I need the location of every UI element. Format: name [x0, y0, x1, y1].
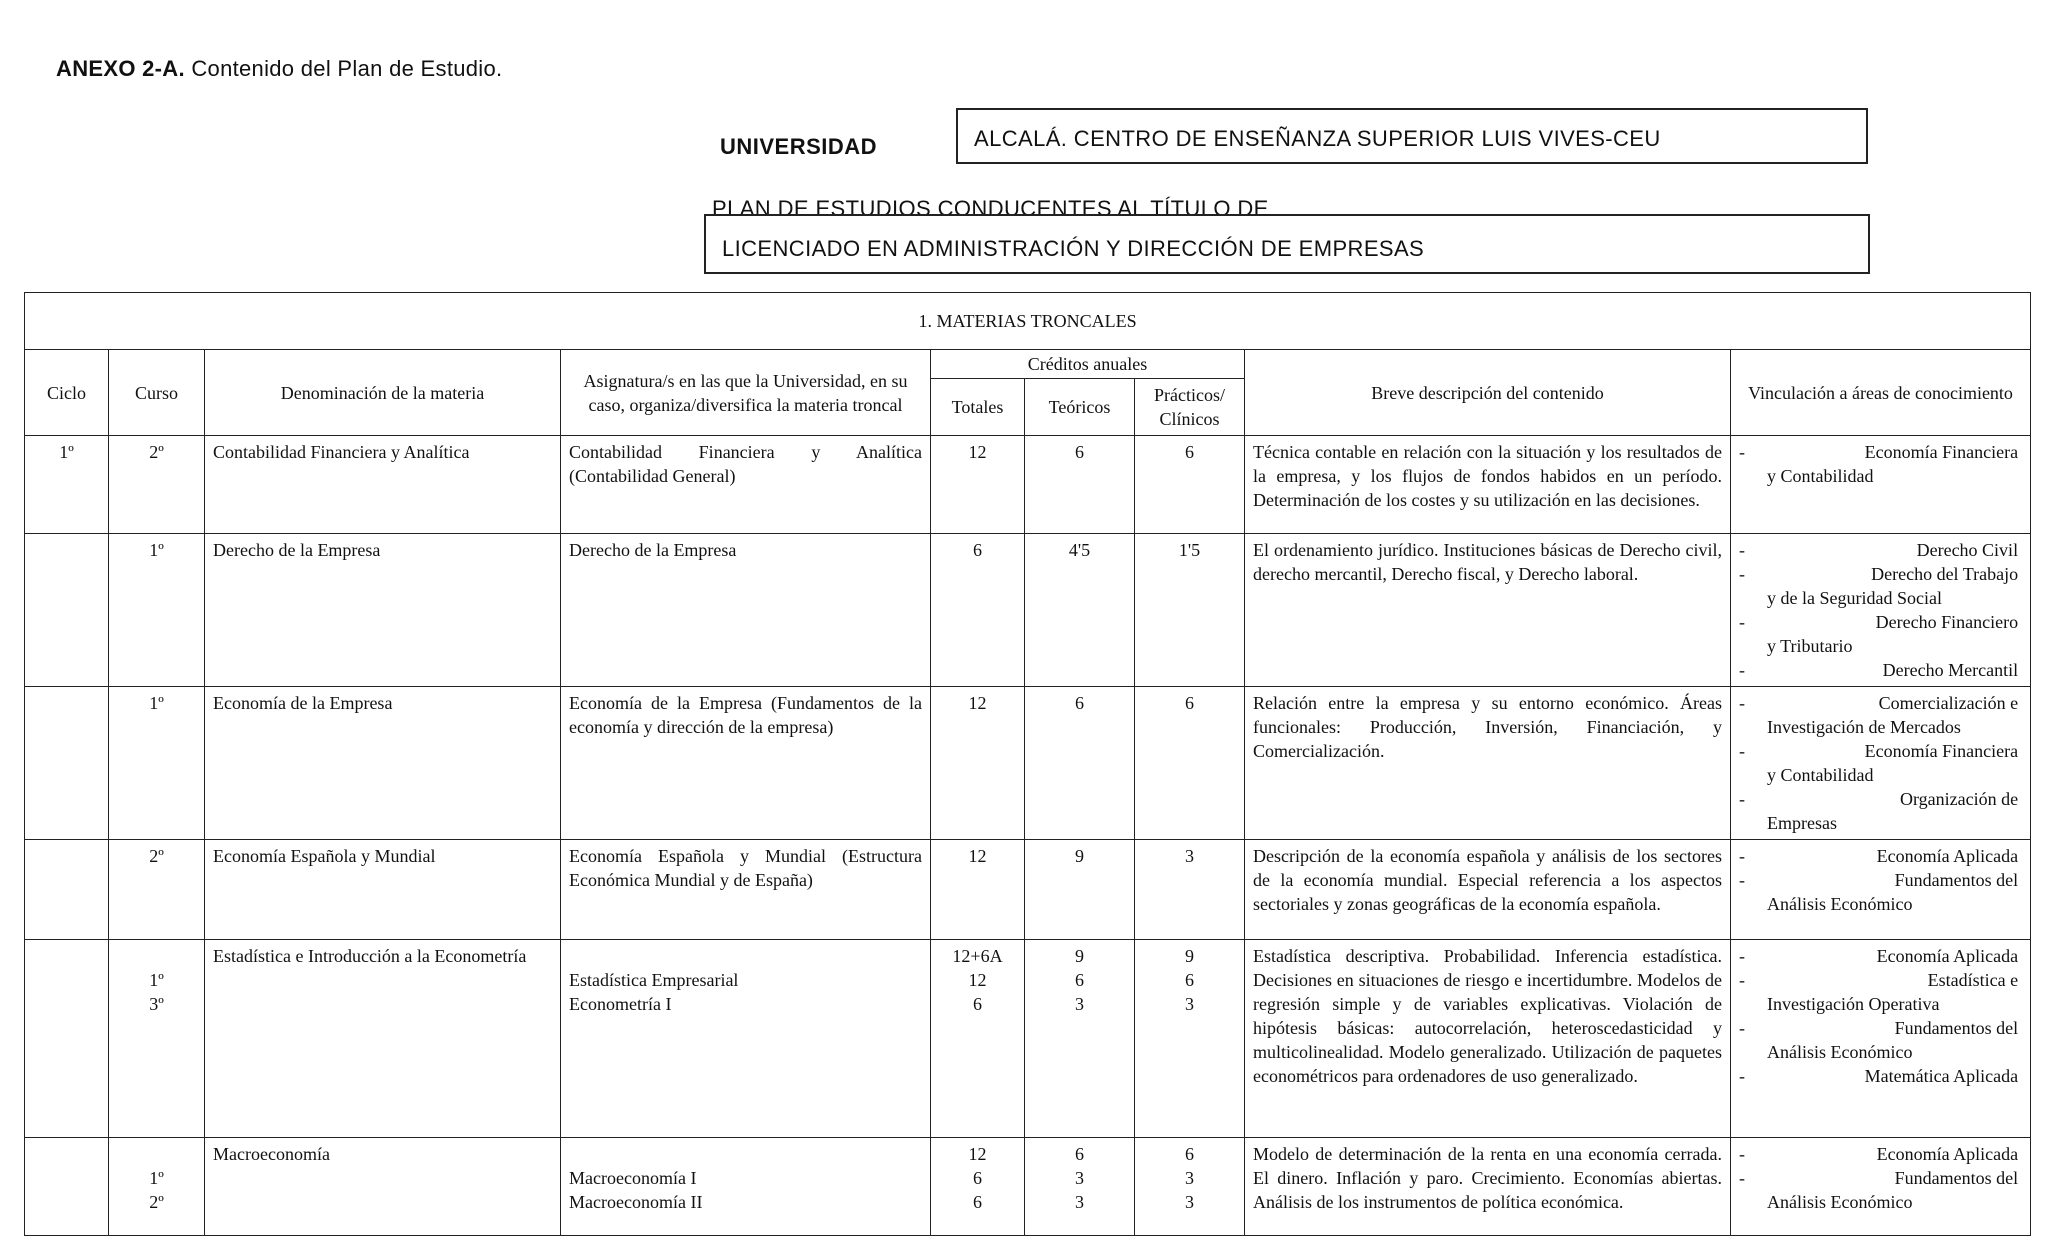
area-first: Economía Aplicada	[1876, 1144, 2019, 1164]
teoricos-value: 6	[1075, 1144, 1084, 1164]
area-item	[1739, 562, 2022, 610]
cell-asignaturas	[561, 940, 931, 1138]
teoricos-value: 6	[1075, 693, 1084, 713]
cell-ciclo	[25, 840, 109, 940]
area-dash: -	[1739, 970, 1745, 990]
area-item	[1739, 610, 2022, 658]
area-dash: -	[1739, 660, 1745, 680]
cell-curso	[109, 840, 205, 940]
cell-teoricos	[1025, 534, 1135, 687]
curso-value: 1º	[149, 970, 164, 990]
area-first: Derecho Civil	[1916, 540, 2019, 560]
curso-value: 1º	[149, 540, 164, 560]
practicos-value: 6	[1185, 1144, 1194, 1164]
area-dash: -	[1739, 946, 1745, 966]
cell-teoricos	[1025, 1138, 1135, 1236]
cell-descripcion: Estadística descriptiva. Probabilidad. Inferencia estadística. Decisiones en situaciones de riesgo e incertidumbre. Modelos de regresión simple y de variables explicativas. Violación de hipótesis básicas: autocorrelación, heteroscedasticidad y multicolinealidad. Modelo generalizado. Utilización de paquetes econométricos para ordenadores de uso generalizado.	[1245, 940, 1731, 1138]
cell-teoricos	[1025, 840, 1135, 940]
cell-asignaturas	[561, 1138, 931, 1236]
plan-label: PLAN DE ESTUDIOS CONDUCENTES AL TÍTULO DE	[712, 196, 1269, 221]
totales-value: 6	[973, 1168, 982, 1188]
teoricos-value: 6	[1075, 970, 1084, 990]
cell-descripcion: Técnica contable en relación con la situación y los resultados de la empresa, y los flujos de fondos habidos en un período. Determinación de los costes y su utilización en las decisiones.	[1245, 436, 1731, 534]
practicos-value: 6	[1185, 693, 1194, 713]
totales-value: 12	[968, 442, 987, 462]
totales-value: 6	[973, 1192, 982, 1212]
area-dash: -	[1739, 1066, 1745, 1086]
curso-value: 1º	[149, 1168, 164, 1188]
totales-value: 12	[968, 1144, 987, 1164]
area-item	[1739, 658, 2022, 682]
area-first: Estadística e	[1927, 970, 2019, 990]
area-rest: y Tributario	[1767, 636, 1853, 656]
area-rest: y Contabilidad	[1767, 466, 1874, 486]
area-dash: -	[1739, 540, 1745, 560]
cell-teoricos	[1025, 940, 1135, 1138]
curso-value: 2º	[149, 442, 164, 462]
teoricos-value: 9	[1075, 846, 1084, 866]
table-row	[25, 1138, 2031, 1236]
plan-box	[704, 214, 1870, 274]
area-rest: Análisis Económico	[1767, 1042, 1913, 1062]
cell-practicos	[1135, 687, 1245, 840]
cell-vinculacion	[1731, 1138, 2031, 1236]
area-first: Derecho Mercantil	[1882, 660, 2019, 680]
totales-value: 12	[968, 846, 987, 866]
cell-asignaturas	[561, 687, 931, 840]
area-item	[1739, 787, 2022, 835]
area-dash: -	[1739, 564, 1745, 584]
area-first: Matemática Aplicada	[1864, 1066, 2019, 1086]
cell-ciclo: 1º	[25, 436, 109, 534]
area-dash: -	[1739, 1144, 1745, 1164]
cell-denominacion: Derecho de la Empresa	[205, 534, 561, 687]
curso-value: 2º	[149, 1192, 164, 1212]
table-title: 1. MATERIAS TRONCALES	[25, 293, 2031, 350]
col-curso: Curso	[109, 350, 205, 436]
cell-curso	[109, 940, 205, 1138]
cell-curso	[109, 436, 205, 534]
cell-teoricos	[1025, 436, 1135, 534]
cell-totales	[931, 436, 1025, 534]
asignatura-value: Contabilidad Financiera y Analítica (Contabilidad General)	[569, 442, 922, 486]
cell-descripcion: Modelo de determinación de la renta en una economía cerrada. El dinero. Inflación y paro. Crecimiento. Economías abiertas. Análisis de los instrumentos de política económica.	[1245, 1138, 1731, 1236]
cell-asignaturas	[561, 840, 931, 940]
practicos-value: 9	[1185, 946, 1194, 966]
area-first: Economía Aplicada	[1876, 946, 2019, 966]
cell-teoricos	[1025, 687, 1135, 840]
cell-practicos	[1135, 534, 1245, 687]
area-first: Comercialización e	[1878, 693, 2019, 713]
cell-practicos	[1135, 840, 1245, 940]
asignatura-value: Macroeconomía II	[569, 1192, 703, 1212]
cell-curso	[109, 687, 205, 840]
teoricos-value: 6	[1075, 442, 1084, 462]
cell-ciclo	[25, 940, 109, 1138]
teoricos-value: 3	[1075, 994, 1084, 1014]
universidad-value: ALCALÁ. CENTRO DE ENSEÑANZA SUPERIOR LUIS VIVES-CEU	[974, 126, 1661, 151]
area-rest: y Contabilidad	[1767, 765, 1874, 785]
area-item	[1739, 691, 2022, 739]
totales-value: 6	[973, 994, 982, 1014]
practicos-value: 3	[1185, 1168, 1194, 1188]
asignatura-value: Economía de la Empresa (Fundamentos de la economía y dirección de la empresa)	[569, 693, 922, 737]
cell-totales	[931, 840, 1025, 940]
col-asignaturas: Asignatura/s en las que la Universidad, en su caso, organiza/diversifica la materia troncal	[561, 350, 931, 436]
area-rest: Investigación de Mercados	[1767, 717, 1961, 737]
area-first: Economía Financiera	[1864, 442, 2019, 462]
asignatura-value: Economía Española y Mundial (Estructura Económica Mundial y de España)	[569, 846, 922, 890]
area-dash: -	[1739, 1018, 1745, 1038]
asignatura-value: Macroeconomía I	[569, 1168, 697, 1188]
area-dash: -	[1739, 846, 1745, 866]
totales-value: 12	[968, 693, 987, 713]
cell-practicos	[1135, 436, 1245, 534]
cell-vinculacion	[1731, 687, 2031, 840]
area-rest: Análisis Económico	[1767, 1192, 1913, 1212]
practicos-value: 1'5	[1178, 540, 1201, 560]
cell-ciclo	[25, 1138, 109, 1236]
universidad-box	[956, 108, 1868, 164]
area-first: Economía Financiera	[1864, 741, 2019, 761]
col-teoricos: Teóricos	[1025, 379, 1135, 436]
cell-denominacion: Economía de la Empresa	[205, 687, 561, 840]
materias-table	[24, 292, 2031, 1236]
area-first: Derecho del Trabajo	[1871, 564, 2019, 584]
area-first: Fundamentos del	[1894, 1018, 2019, 1038]
area-item	[1739, 739, 2022, 787]
totales-value: 6	[973, 540, 982, 560]
table-row	[25, 687, 2031, 840]
area-item	[1739, 1016, 2022, 1064]
universidad-label: UNIVERSIDAD	[720, 134, 878, 159]
area-item	[1739, 1064, 2022, 1088]
cell-practicos	[1135, 1138, 1245, 1236]
area-rest: Análisis Económico	[1767, 894, 1913, 914]
cell-curso	[109, 1138, 205, 1236]
area-dash: -	[1739, 789, 1745, 809]
area-item	[1739, 1166, 2022, 1214]
area-dash: -	[1739, 442, 1745, 462]
cell-descripcion: El ordenamiento jurídico. Instituciones básicas de Derecho civil, derecho mercantil, Derecho fiscal, y Derecho laboral.	[1245, 534, 1731, 687]
practicos-value: 6	[1185, 970, 1194, 990]
area-rest: y de la Seguridad Social	[1767, 588, 1942, 608]
cell-vinculacion	[1731, 840, 2031, 940]
asignatura-value: Estadística Empresarial	[569, 970, 739, 990]
annex-number: ANEXO 2-A.	[56, 56, 185, 81]
area-item	[1739, 944, 2022, 968]
asignatura-value: Derecho de la Empresa	[569, 540, 737, 560]
area-item	[1739, 868, 2022, 916]
col-totales: Totales	[931, 379, 1025, 436]
col-descripcion: Breve descripción del contenido	[1245, 350, 1731, 436]
annex-title: Contenido del Plan de Estudio.	[191, 56, 503, 81]
curso-value	[117, 1142, 196, 1166]
cell-vinculacion	[1731, 436, 2031, 534]
area-first: Derecho Financiero	[1875, 612, 2019, 632]
col-practicos: Prácticos/ Clínicos	[1135, 379, 1245, 436]
cell-denominacion: Macroeconomía	[205, 1138, 561, 1236]
col-vinculacion: Vinculación a áreas de conocimiento	[1731, 350, 2031, 436]
cell-descripcion: Descripción de la economía española y análisis de los sectores de la economía mundial. Especial referencia a los aspectos sectoriales y zonas geográficas de la economía española.	[1245, 840, 1731, 940]
teoricos-value: 4'5	[1068, 540, 1091, 560]
practicos-value: 3	[1185, 1192, 1194, 1212]
table-row	[25, 940, 2031, 1138]
area-dash: -	[1739, 612, 1745, 632]
area-dash: -	[1739, 870, 1745, 890]
cell-vinculacion	[1731, 534, 2031, 687]
asignatura-value: Econometría I	[569, 994, 672, 1014]
curso-value: 2º	[149, 846, 164, 866]
table-row	[25, 436, 2031, 534]
cell-practicos	[1135, 940, 1245, 1138]
cell-ciclo	[25, 534, 109, 687]
area-rest: Investigación Operativa	[1767, 994, 1940, 1014]
col-denominacion: Denominación de la materia	[205, 350, 561, 436]
area-first: Organización de	[1899, 789, 2019, 809]
curso-value: 3º	[149, 994, 164, 1014]
cell-ciclo	[25, 687, 109, 840]
cell-curso	[109, 534, 205, 687]
curso-value: 1º	[149, 693, 164, 713]
cell-totales	[931, 1138, 1025, 1236]
totales-value: 12	[968, 970, 987, 990]
cell-denominacion: Contabilidad Financiera y Analítica	[205, 436, 561, 534]
area-dash: -	[1739, 1168, 1745, 1188]
cell-totales	[931, 940, 1025, 1138]
cell-denominacion: Economía Española y Mundial	[205, 840, 561, 940]
area-dash: -	[1739, 741, 1745, 761]
cell-denominacion: Estadística e Introducción a la Econometría	[205, 940, 561, 1138]
area-first: Fundamentos del	[1894, 870, 2019, 890]
curso-value	[117, 944, 196, 968]
area-item	[1739, 968, 2022, 1016]
cell-totales	[931, 534, 1025, 687]
teoricos-value: 9	[1075, 946, 1084, 966]
cell-descripcion: Relación entre la empresa y su entorno económico. Áreas funcionales: Producción, Inversión, Financiación, y Comercialización.	[1245, 687, 1731, 840]
area-first: Fundamentos del	[1894, 1168, 2019, 1188]
area-item	[1739, 440, 2022, 488]
cell-totales	[931, 687, 1025, 840]
table-row	[25, 840, 2031, 940]
totales-value: 12+6A	[952, 946, 1003, 966]
practicos-value: 6	[1185, 442, 1194, 462]
area-rest: Empresas	[1767, 813, 1837, 833]
practicos-value: 3	[1185, 846, 1194, 866]
area-first: Economía Aplicada	[1876, 846, 2019, 866]
col-creditos: Créditos anuales	[931, 350, 1245, 379]
asignatura-value	[569, 1142, 922, 1166]
plan-value: LICENCIADO EN ADMINISTRACIÓN Y DIRECCIÓN DE EMPRESAS	[722, 236, 1425, 261]
area-item	[1739, 1142, 2022, 1166]
table-row	[25, 534, 2031, 687]
col-ciclo: Ciclo	[25, 350, 109, 436]
asignatura-value	[569, 944, 922, 968]
area-item	[1739, 844, 2022, 868]
annex-heading	[56, 56, 502, 82]
practicos-value: 3	[1185, 994, 1194, 1014]
area-item	[1739, 538, 2022, 562]
area-dash: -	[1739, 693, 1745, 713]
teoricos-value: 3	[1075, 1168, 1084, 1188]
cell-asignaturas	[561, 436, 931, 534]
cell-vinculacion	[1731, 940, 2031, 1138]
teoricos-value: 3	[1075, 1192, 1084, 1212]
cell-asignaturas	[561, 534, 931, 687]
